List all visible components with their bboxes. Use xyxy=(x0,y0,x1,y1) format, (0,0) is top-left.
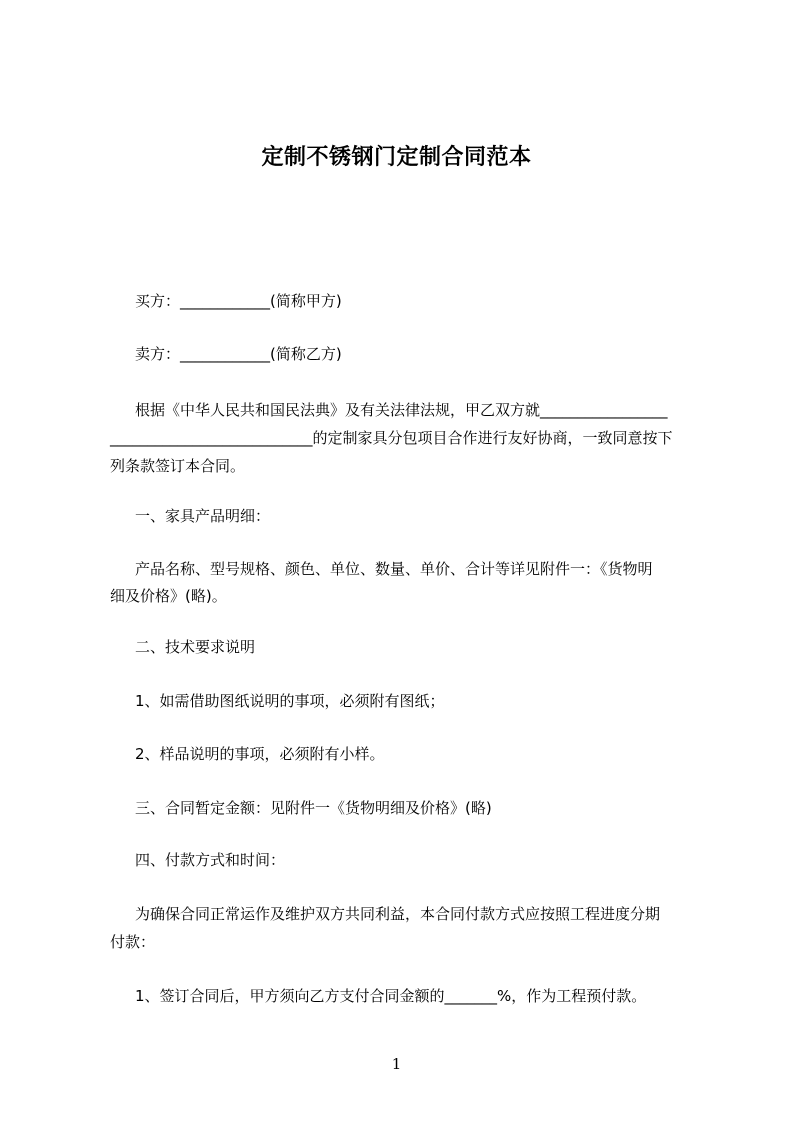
paragraph-line: ___________________________的定制家具分包项目合作进行友好协商，一致同意按下 xyxy=(110,429,673,447)
section-heading: 二、技术要求说明 xyxy=(135,638,256,656)
paragraph-line: 细及价格》(略)。 xyxy=(110,587,227,605)
list-item: 1、如需借助图纸说明的事项，必须附有图纸； xyxy=(135,692,445,710)
paragraph-line: 产品名称、型号规格、颜色、单位、数量、单价、合计等详见附件一：《货物明 xyxy=(135,560,653,578)
section-heading: 四、付款方式和时间： xyxy=(135,851,286,869)
page-number: 1 xyxy=(391,1055,402,1073)
document-title: 定制不锈钢门定制合同范本 xyxy=(261,145,532,170)
paragraph-line: 为确保合同正常运作及维护双方共同利益，本合同付款方式应按照工程进度分期 xyxy=(135,905,661,923)
paragraph-line: 根据《中华人民共和国民法典》及有关法律法规，甲乙双方就_________________ xyxy=(135,401,668,419)
list-item: 2、样品说明的事项，必须附有小样。 xyxy=(135,745,385,763)
paragraph-line: 付款： xyxy=(110,933,156,951)
seller-line: 卖方：____________(简称乙方) xyxy=(135,345,342,363)
buyer-line: 买方：____________(简称甲方) xyxy=(135,292,342,310)
paragraph-line: 列条款签订本合同。 xyxy=(110,457,246,475)
section-heading: 一、家具产品明细： xyxy=(135,507,271,525)
list-item: 1、签订合同后，甲方须向乙方支付合同金额的_______%，作为工程预付款。 xyxy=(135,987,647,1005)
section-heading: 三、合同暂定金额：见附件一《货物明细及价格》(略) xyxy=(135,799,492,817)
